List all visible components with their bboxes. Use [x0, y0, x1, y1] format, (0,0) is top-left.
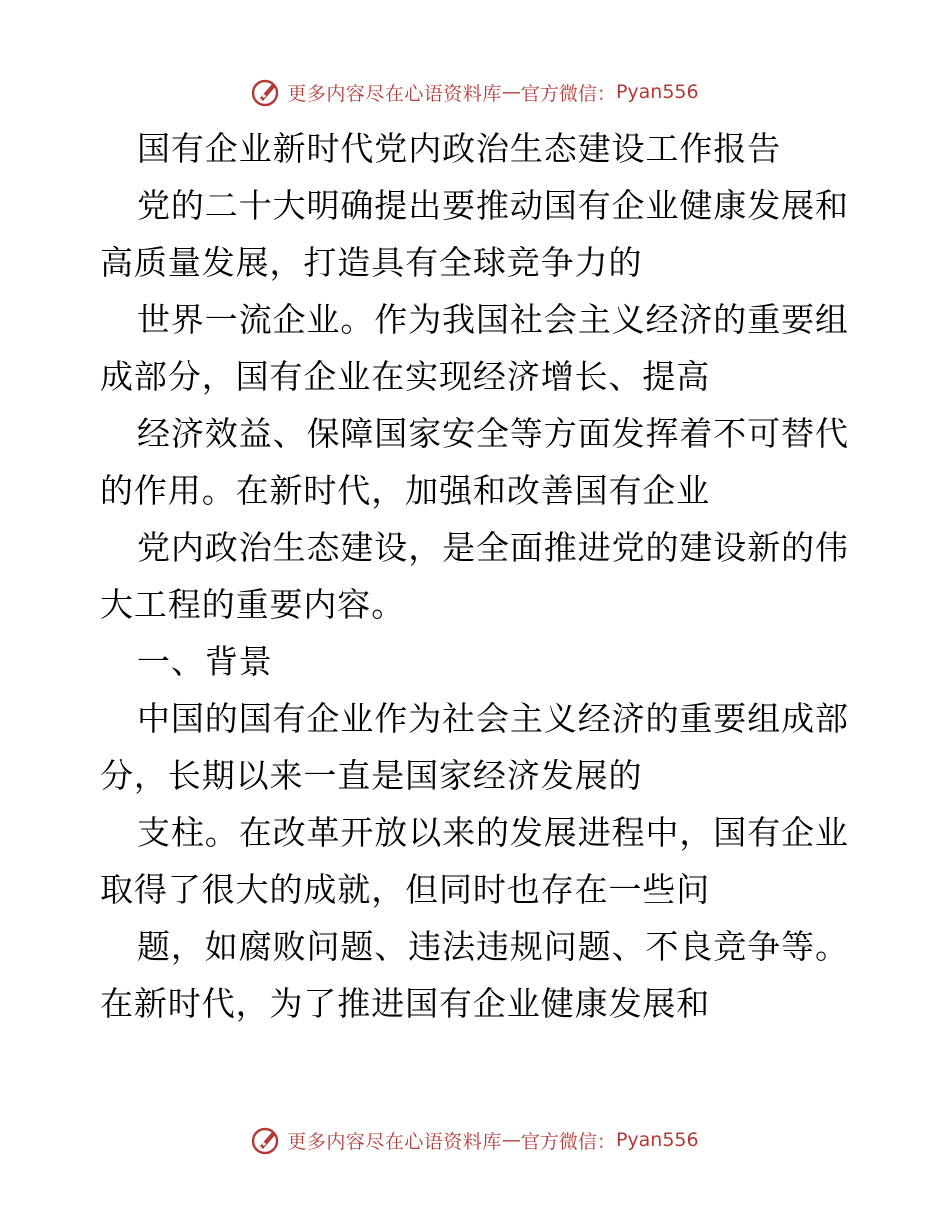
- paragraph-line: 党的二十大明确提出要推动国有企业健康发展和: [137, 186, 849, 225]
- paragraph-line: 大工程的重要内容。: [100, 585, 406, 624]
- paragraph-line: 经济效益、保障国家安全等方面发挥着不可替代: [137, 414, 849, 453]
- paragraph-line: 题，如腐败问题、违法违规问题、不良竞争等。: [137, 927, 849, 966]
- paragraph-line: 中国的国有企业作为社会主义经济的重要组成部: [137, 699, 849, 738]
- paragraph-line: 的作用。在新时代，加强和改善国有企业: [100, 471, 711, 510]
- paragraph-line: 成部分，国有企业在实现经济增长、提高: [100, 357, 711, 396]
- paragraph-line: 高质量发展，打造具有全球竞争力的: [100, 243, 643, 282]
- watermark-wechat-label: 官方微信：: [520, 82, 616, 105]
- pen-nib-circle-icon: [251, 77, 281, 107]
- paragraph-line: 在新时代，为了推进国有企业健康发展和: [100, 984, 711, 1023]
- watermark-dash: —: [501, 1129, 521, 1151]
- watermark-site-text: 更多内容尽在心语资料库: [287, 1130, 502, 1153]
- header-watermark: [0, 72, 950, 112]
- paragraph-line: 世界一流企业。作为我国社会主义经济的重要组: [137, 300, 849, 339]
- watermark-dash: —: [501, 81, 521, 103]
- pen-nib-circle-icon: [251, 1125, 281, 1155]
- watermark-wechat-id: Pyan556: [615, 1129, 699, 1151]
- watermark-wechat-label: 官方微信：: [520, 1130, 616, 1153]
- section-heading: 一、背景: [137, 642, 273, 681]
- paragraph-line: 分，长期以来一直是国家经济发展的: [100, 756, 643, 795]
- paragraph-line: 支柱。在改革开放以来的发展进程中，国有企业: [137, 813, 849, 852]
- document-body: [100, 120, 850, 1032]
- paragraph-line: 党内政治生态建设，是全面推进党的建设新的伟: [137, 528, 849, 567]
- paragraph-line: 取得了很大的成就，但同时也存在一些问: [100, 870, 711, 909]
- document-title: 国有企业新时代党内政治生态建设工作报告: [137, 129, 782, 168]
- footer-watermark: [0, 1120, 950, 1160]
- watermark-site-text: 更多内容尽在心语资料库: [287, 82, 502, 105]
- watermark-wechat-id: Pyan556: [615, 81, 699, 103]
